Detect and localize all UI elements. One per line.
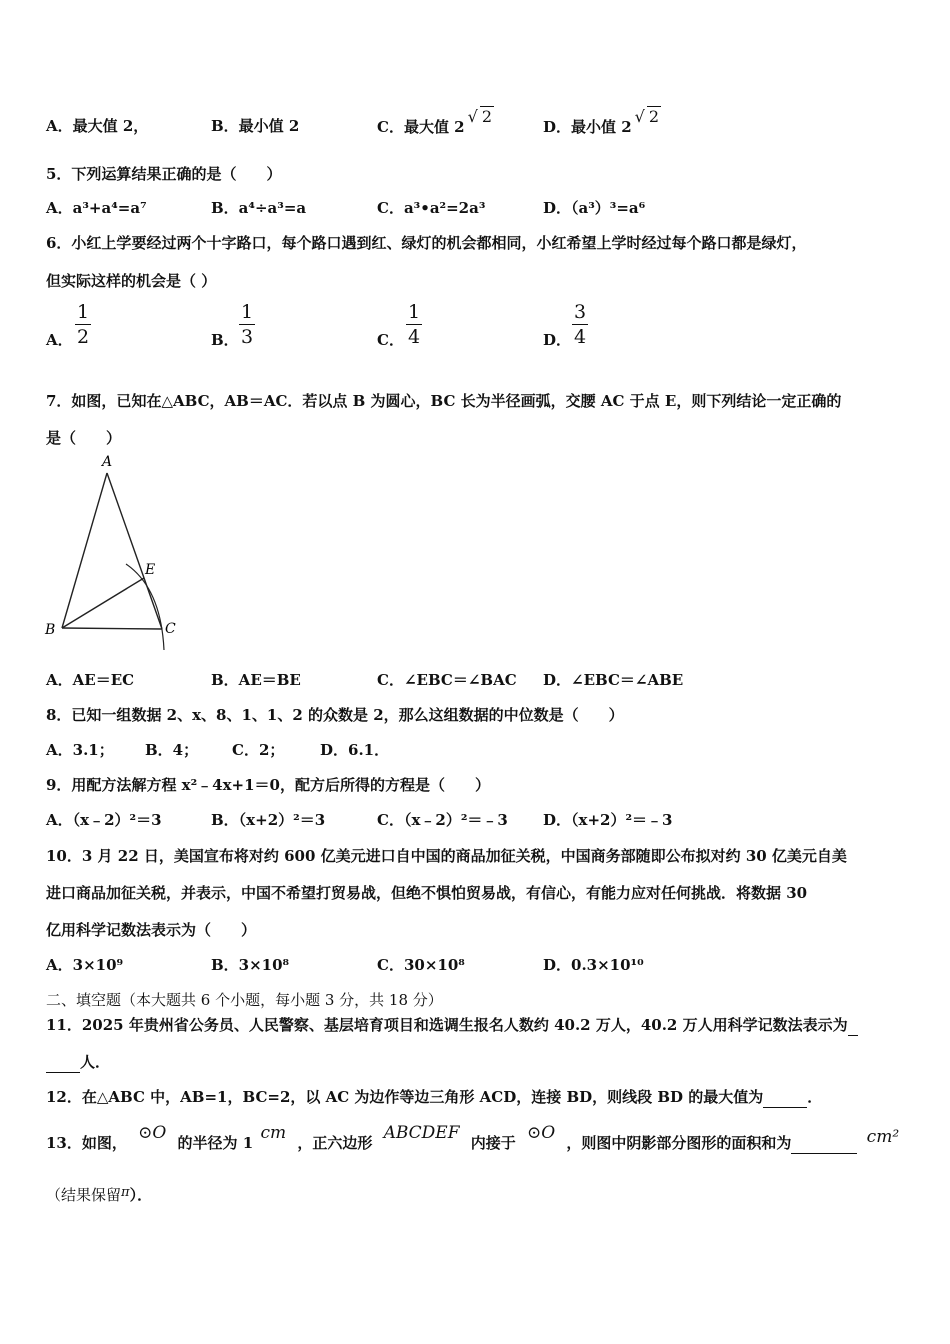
q10-stem-line2: 进口商品加征关税，并表示，中国不希望打贸易战，但绝不惧怕贸易战，有信心，有能力应对任何挑战．将数据 30 [46,884,808,902]
q11-line2-text: 人． [80,1053,111,1071]
q10-option-b: B．3×10⁸ [211,956,290,974]
q8-option-c: C．2； [232,741,285,759]
unit-cm: cm [260,1123,287,1143]
q10-stem-line1: 10．3 月 22 日，美国宣布将对约 600 亿美元进口自中国的商品加征关税，中国商务部随即公布拟对约 30 亿美元自美 [46,847,847,865]
q5-option-c: C．a³•a²=2a³ [377,199,486,217]
q6-stem-line2: 但实际这样的机会是（ ） [46,272,217,290]
answer-blank [848,1015,858,1036]
sqrt-symbol: √ 2 [467,107,492,126]
segment-ac [107,473,162,629]
q7-option-c: C．∠EBC＝∠BAC [377,671,517,689]
q6-option-d-label: D． [543,331,572,349]
q10-option-d: D．0.3×10¹⁰ [543,956,644,974]
q6-option-a-label: A． [46,331,73,349]
q12-text: 12．在△ABC 中，AB=1，BC=2，以 AC 为边作等边三角形 ACD，连接 BD，则线段 BD 的最大值为 [46,1088,764,1106]
circle-o-symbol: ⊙O [527,1123,556,1143]
q10-option-c: C．30×10⁸ [377,956,465,974]
denominator: 4 [407,326,421,348]
q7-option-b: B．AE＝BE [211,671,301,689]
q13-line1 [46,1123,900,1154]
q6-option-a-fraction [73,301,93,348]
answer-blank [791,1133,857,1154]
q9-stem: 9．用配方法解方程 x²﹣4x+1＝0，配方后所得的方程是（ ） [46,776,490,794]
circle-o-symbol: ⊙O [138,1123,167,1143]
triangle-figure [40,450,190,660]
q6-option-c-label: C． [377,331,404,349]
q5-option-d: D．（a³）³=a⁶ [543,199,646,217]
q11-line2 [46,1052,110,1073]
denominator: 2 [76,326,90,348]
label-e: E [145,562,156,578]
hexagon-name: ABCDEF [383,1123,460,1143]
q13-line2-end: ）． [129,1186,153,1204]
q11-line1 [46,1015,858,1036]
numerator: 1 [76,301,90,323]
numerator: 3 [573,301,587,323]
q13-line2 [46,1185,152,1207]
fraction-bar [239,324,255,325]
q4-option-b: B．最小值 2 [211,117,300,135]
q6-option-b-fraction [237,301,257,348]
q12-line [46,1087,822,1108]
q7-option-d: D．∠EBC＝∠ABE [543,671,684,689]
q9-option-c: C．（x﹣2）²＝﹣3 [377,811,508,829]
q10-stem-line3: 亿用科学记数法表示为（ ） [46,921,257,939]
q7-stem-line2: 是（ ） [46,429,122,447]
radicand: 2 [648,107,660,126]
q4-option-c-text: C．最大值 2 [377,118,465,136]
q13-part2: 的半径为 1 [177,1134,254,1152]
q13-line2-start: （结果保留 [46,1186,122,1204]
q9-option-b: B．（x+2）²＝3 [211,811,326,829]
numerator: 1 [240,301,254,323]
numerator: 1 [407,301,421,323]
radicand: 2 [481,107,492,126]
q5-option-a: A．a³+a⁴=a⁷ [46,199,147,217]
section-heading: 二、填空题（本大题共 6 个小题，每小题 3 分，共 18 分） [46,991,443,1009]
q4-option-d [543,107,661,137]
q13-part5: ，则图中阴影部分图形的面积和为 [566,1134,792,1152]
q9-option-a: A．（x﹣2）²＝3 [46,811,162,829]
label-a: A [102,454,113,470]
q13-part3: ，正六边形 [297,1134,373,1152]
q13-part1: 13．如图， [46,1134,127,1152]
segment-bc [62,628,162,629]
q10-option-a: A．3×10⁹ [46,956,124,974]
q6-option-c-fraction [404,301,424,348]
q6-option-b-label: B． [211,331,239,349]
q5-option-b: B．a⁴÷a³=a [211,199,307,217]
q6-stem-line1: 6．小红上学要经过两个十字路口，每个路口遇到红、绿灯的机会都相同，小红希望上学时经过每个路口都是绿灯， [46,234,807,252]
pi-symbol: π [121,1185,130,1200]
q6-option-d-fraction [570,301,590,348]
q5-stem: 5．下列运算结果正确的是（ ） [46,165,282,183]
denominator: 4 [573,326,587,348]
label-c: C [165,621,176,637]
q9-option-d: D．（x+2）²＝﹣3 [543,811,673,829]
q8-option-b: B．4； [145,741,199,759]
q11-text: 11．2025 年贵州省公务员、人民警察、基层培育项目和选调生报名人数约 40.2 万人，40.2 万人用科学记数法表示为 [46,1016,848,1034]
q4-option-a: A．最大值 2， [46,117,149,135]
fraction-bar [406,324,422,325]
q4-option-c [377,107,494,137]
answer-blank [763,1087,807,1108]
q8-option-a: A．3.1； [46,741,114,759]
q13-part4: 内接于 [470,1134,516,1152]
label-b: B [45,622,56,638]
q7-option-a: A．AE＝EC [46,671,135,689]
q12-end: ． [807,1088,823,1106]
unit-cm2: cm² [866,1127,900,1147]
q4-option-d-text: D．最小值 2 [543,118,632,136]
answer-blank [46,1052,80,1073]
sqrt-symbol: √ 2 [634,107,660,126]
q8-option-d: D．6.1． [320,741,390,759]
fraction-bar [572,324,588,325]
fraction-bar [75,324,91,325]
q8-stem: 8．已知一组数据 2、x、8、1、1、2 的众数是 2，那么这组数据的中位数是（ ） [46,706,624,724]
q7-stem-line1: 7．如图，已知在△ABC，AB＝AC．若以点 B 为圆心，BC 长为半径画弧，交腰 AC 于点 E，则下列结论一定正确的 [46,392,842,410]
denominator: 3 [240,326,254,348]
